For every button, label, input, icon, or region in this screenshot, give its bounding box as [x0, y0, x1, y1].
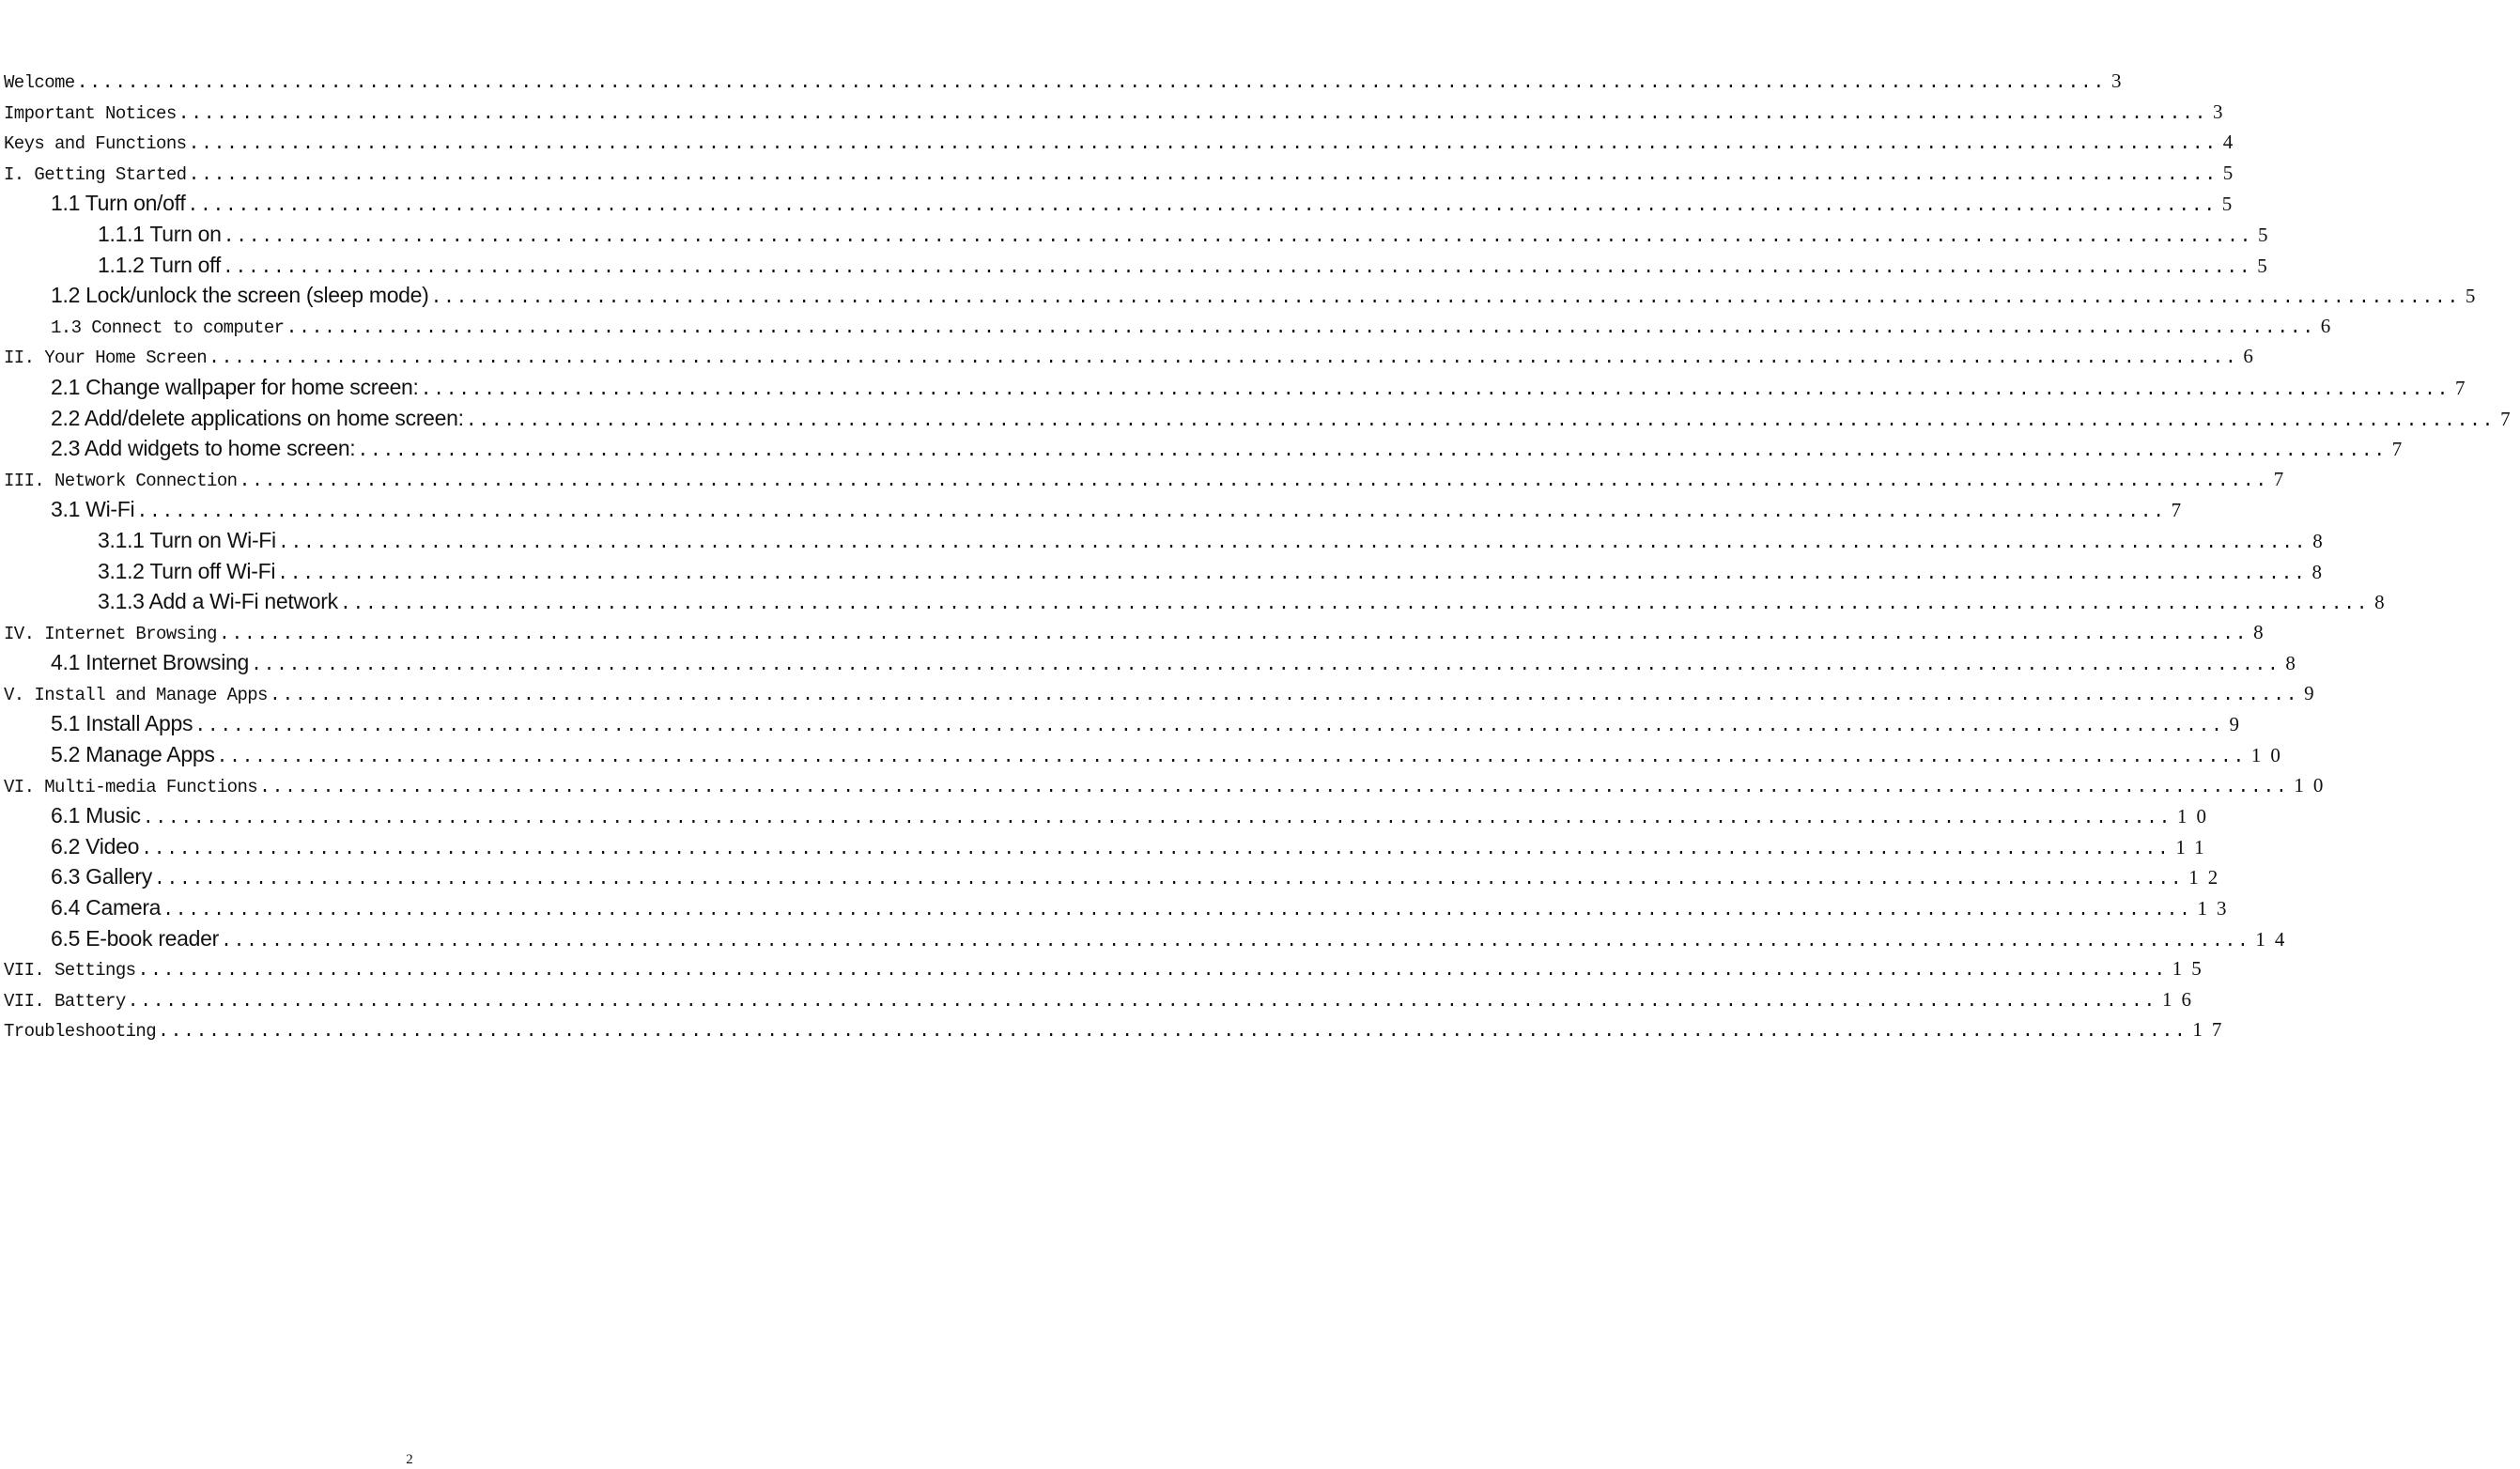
toc-entry-page: 3	[2110, 70, 2131, 92]
toc-leader-dots	[187, 192, 2216, 223]
toc-entry-title: 6.1 Music	[51, 803, 141, 828]
toc-leader-dots	[178, 100, 2207, 131]
toc-entry-page: 5	[2221, 193, 2242, 216]
toc-entry[interactable]	[4, 341, 2263, 372]
table-of-contents	[4, 66, 2520, 1045]
toc-leader-dots	[221, 927, 2249, 958]
toc-entry[interactable]	[4, 586, 2394, 617]
toc-entry[interactable]	[4, 770, 2333, 801]
toc-entry[interactable]	[4, 525, 2332, 556]
toc-leader-dots	[431, 284, 2460, 315]
toc-entry[interactable]	[4, 861, 2228, 892]
toc-leader-dots	[270, 681, 2298, 712]
toc-leader-dots	[224, 223, 2252, 254]
toc-entry[interactable]	[4, 403, 2520, 434]
toc-entry[interactable]	[4, 647, 2305, 678]
toc-entry[interactable]	[4, 556, 2331, 587]
toc-leader-dots	[143, 804, 2172, 835]
toc-entry-title: 3.1.2 Turn off Wi-Fi	[98, 558, 276, 583]
toc-entry-title: 5.2 Manage Apps	[51, 742, 215, 767]
toc-entry-page: 6	[2243, 345, 2263, 368]
toc-entry-page: 7	[2273, 467, 2294, 490]
toc-entry-title: 2.2 Add/delete applications on home screen:	[51, 405, 464, 430]
toc-entry[interactable]	[4, 250, 2277, 281]
toc-entry-title: VII. Battery	[4, 990, 126, 1012]
toc-entry-title: II. Your Home Screen	[4, 348, 208, 369]
toc-entry-title: 1.1 Turn on/off	[51, 191, 186, 216]
toc-entry-title: Keys and Functions	[4, 133, 187, 155]
toc-entry-title: 2.1 Change wallpaper for home screen:	[51, 374, 419, 399]
toc-leader-dots	[466, 407, 2495, 438]
toc-leader-dots	[278, 529, 2307, 560]
toc-leader-dots	[137, 956, 2166, 987]
toc-entry[interactable]	[4, 97, 2233, 128]
toc-entry-title: Important Notices	[4, 102, 177, 124]
toc-leader-dots	[194, 712, 2223, 743]
toc-entry-page: 10	[2177, 805, 2217, 828]
toc-entry-page: 7	[2500, 407, 2520, 430]
toc-leader-dots	[158, 1017, 2187, 1048]
toc-entry-page: 17	[2192, 1018, 2232, 1042]
toc-entry[interactable]	[4, 739, 2290, 770]
toc-entry[interactable]	[4, 66, 2131, 97]
toc-entry-page: 14	[2255, 927, 2295, 951]
toc-leader-dots	[421, 376, 2450, 407]
toc-entry[interactable]	[4, 617, 2273, 648]
toc-entry-page: 8	[2311, 560, 2331, 583]
toc-entry[interactable]	[4, 280, 2485, 311]
toc-leader-dots	[239, 467, 2267, 498]
toc-entry[interactable]	[4, 219, 2278, 250]
toc-leader-dots	[77, 69, 2106, 100]
toc-leader-dots	[251, 651, 2280, 682]
toc-entry[interactable]	[4, 158, 2243, 189]
toc-entry-title: 2.3 Add widgets to home screen:	[51, 436, 356, 461]
toc-entry-page: 15	[2172, 957, 2211, 981]
page-number: 2	[406, 1452, 413, 1467]
toc-entry[interactable]	[4, 831, 2214, 862]
toc-entry-title: IV. Internet Browsing	[4, 623, 217, 644]
toc-entry[interactable]	[4, 188, 2242, 219]
toc-entry[interactable]	[4, 953, 2211, 984]
toc-entry-title: 6.5 E-book reader	[51, 925, 220, 951]
toc-entry-page: 8	[2285, 652, 2305, 675]
toc-entry-page: 7	[2171, 499, 2191, 522]
toc-entry[interactable]	[4, 800, 2217, 831]
toc-entry[interactable]	[4, 923, 2295, 954]
toc-entry-title: 1.1.2 Turn off	[98, 252, 221, 277]
toc-entry-page: 8	[2374, 591, 2394, 614]
toc-entry[interactable]	[4, 372, 2475, 403]
toc-entry-page: 13	[2197, 897, 2236, 920]
toc-entry-title: 5.1 Install Apps	[51, 711, 193, 736]
toc-entry-page: 16	[2161, 987, 2201, 1011]
toc-entry-page: 5	[2222, 161, 2243, 184]
toc-entry-page: 6	[2320, 314, 2341, 337]
toc-leader-dots	[162, 896, 2191, 927]
toc-entry-title: 6.4 Camera	[51, 895, 162, 920]
toc-entry-title: VI. Multi-media Functions	[4, 776, 258, 797]
toc-entry[interactable]	[4, 984, 2201, 1015]
toc-leader-dots	[277, 560, 2306, 591]
toc-entry-page: 8	[2312, 529, 2332, 552]
toc-entry-page: 4	[2222, 131, 2243, 154]
toc-entry-page: 9	[2304, 681, 2324, 704]
toc-entry-page: 3	[2212, 100, 2233, 123]
toc-entry-title: 1.2 Lock/unlock the screen (sleep mode)	[51, 283, 429, 308]
toc-entry-title: Troubleshooting	[4, 1021, 157, 1043]
toc-entry[interactable]	[4, 892, 2236, 923]
toc-entry[interactable]	[4, 464, 2294, 495]
toc-entry-title: 3.1 Wi-Fi	[51, 497, 135, 522]
toc-entry-page: 8	[2253, 620, 2273, 643]
toc-entry-title: 4.1 Internet Browsing	[51, 650, 250, 675]
toc-entry-page: 10	[2294, 773, 2333, 796]
toc-entry-title: 1.3 Connect to computer	[51, 317, 285, 338]
toc-entry-title: 3.1.3 Add a Wi-Fi network	[98, 589, 338, 614]
toc-leader-dots	[217, 743, 2246, 774]
toc-entry-page: 5	[2465, 285, 2485, 308]
toc-entry-title: Welcome	[4, 72, 75, 93]
toc-entry[interactable]	[4, 311, 2341, 342]
toc-entry-title: VII. Settings	[4, 960, 136, 982]
toc-entry-title: III. Network Connection	[4, 470, 238, 491]
toc-entry-page: 5	[2257, 223, 2278, 246]
toc-leader-dots	[357, 437, 2386, 468]
toc-entry-title: 1.1.1 Turn on	[98, 221, 222, 246]
toc-entry-page: 9	[2229, 713, 2249, 736]
toc-leader-dots	[219, 620, 2248, 651]
toc-leader-dots	[188, 161, 2217, 192]
toc-entry[interactable]	[4, 678, 2324, 709]
toc-leader-dots	[154, 865, 2183, 896]
toc-entry-title: 6.2 Video	[51, 833, 140, 858]
toc-entry-title: 6.3 Gallery	[51, 864, 152, 889]
toc-leader-dots	[340, 590, 2369, 621]
toc-leader-dots	[128, 987, 2157, 1018]
toc-leader-dots	[141, 835, 2170, 866]
toc-leader-dots	[209, 344, 2237, 375]
toc-entry-title: V. Install and Manage Apps	[4, 684, 268, 705]
toc-entry-title: I. Getting Started	[4, 163, 187, 185]
toc-leader-dots	[259, 773, 2288, 804]
toc-leader-dots	[286, 314, 2314, 345]
toc-entry-page: 12	[2188, 866, 2228, 889]
toc-leader-dots	[188, 130, 2217, 161]
toc-entry-page: 11	[2175, 835, 2214, 858]
toc-entry[interactable]	[4, 1014, 2232, 1045]
toc-entry[interactable]	[4, 433, 2412, 464]
toc-entry-page: 10	[2250, 744, 2290, 767]
toc-entry-title: 3.1.1 Turn on Wi-Fi	[98, 527, 276, 552]
toc-entry[interactable]	[4, 127, 2243, 158]
toc-entry-page: 7	[2454, 376, 2475, 399]
toc-entry-page: 5	[2257, 254, 2277, 277]
toc-entry[interactable]	[4, 494, 2191, 525]
toc-entry[interactable]	[4, 708, 2249, 739]
toc-leader-dots	[223, 254, 2251, 285]
toc-leader-dots	[136, 498, 2165, 529]
toc-entry-page: 7	[2391, 438, 2412, 461]
